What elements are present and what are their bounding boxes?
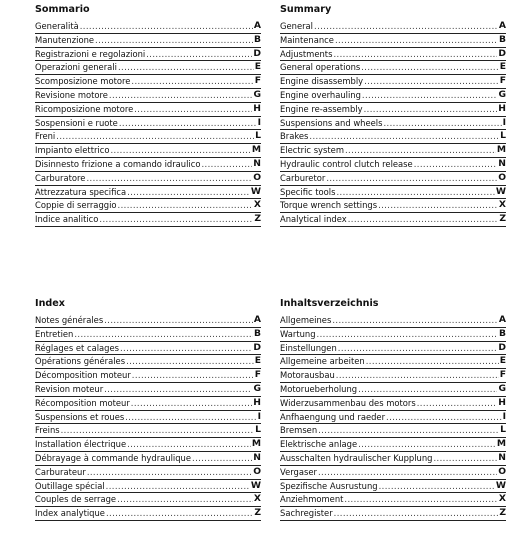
toc-entry bbox=[280, 158, 506, 172]
dot-leader bbox=[364, 103, 498, 116]
toc-entry bbox=[35, 75, 261, 89]
dot-leader bbox=[117, 493, 253, 506]
dot-leader bbox=[344, 493, 498, 506]
toc-entry bbox=[280, 397, 506, 411]
toc-section-french bbox=[35, 297, 261, 521]
dot-leader bbox=[338, 342, 498, 355]
toc-entry-code: L bbox=[255, 424, 261, 436]
toc-entry-label: Ausschalten hydraulischer Kupplung bbox=[280, 452, 433, 463]
toc-entry-label: Installation électrique bbox=[35, 439, 127, 450]
toc-entry bbox=[280, 144, 506, 158]
toc-entry-code: X bbox=[253, 199, 261, 211]
toc-entry bbox=[35, 424, 261, 438]
toc-entry bbox=[35, 130, 261, 144]
dot-leader bbox=[318, 466, 497, 479]
toc-entry bbox=[35, 61, 261, 75]
dot-leader bbox=[56, 130, 254, 143]
toc-entry-code: B bbox=[253, 327, 261, 339]
toc-entry bbox=[280, 48, 506, 62]
dot-leader bbox=[358, 438, 496, 451]
dot-leader bbox=[345, 144, 496, 157]
toc-entry-code: B bbox=[498, 327, 506, 339]
dot-leader bbox=[417, 397, 498, 410]
toc-section-italian bbox=[35, 3, 261, 227]
toc-entry-label: Suspensions and wheels bbox=[280, 117, 383, 128]
toc-entry bbox=[280, 369, 506, 383]
toc-entry-code: D bbox=[253, 341, 261, 353]
section-title: Sommario bbox=[35, 4, 90, 15]
toc-entry bbox=[280, 355, 506, 369]
toc-list bbox=[280, 20, 506, 227]
toc-entry-code: X bbox=[498, 493, 506, 505]
dot-leader bbox=[132, 369, 254, 382]
toc-entry bbox=[35, 48, 261, 62]
toc-entry-code: M bbox=[496, 438, 506, 450]
toc-entry-code: G bbox=[498, 382, 506, 394]
toc-entry bbox=[35, 480, 261, 494]
dot-leader bbox=[104, 383, 252, 396]
toc-entry-label: General operations bbox=[280, 62, 361, 73]
toc-entry-label: Outillage spécial bbox=[35, 480, 105, 491]
toc-entry bbox=[35, 383, 261, 397]
toc-entry-label: Revision moteur bbox=[35, 383, 104, 394]
toc-entry-label: Electric system bbox=[280, 145, 344, 156]
toc-entry-label: Anfhaengung und raeder bbox=[280, 411, 386, 422]
toc-entry bbox=[35, 34, 261, 48]
toc-entry-label: Décomposition moteur bbox=[35, 370, 131, 381]
toc-entry bbox=[280, 75, 506, 89]
toc-entry-code: W bbox=[250, 479, 261, 491]
toc-section-german bbox=[280, 297, 506, 521]
dot-leader bbox=[348, 213, 499, 226]
toc-entry-label: Manutenzione bbox=[35, 34, 95, 45]
toc-entry-label: Hydraulic control clutch release bbox=[280, 158, 413, 169]
toc-entry bbox=[280, 466, 506, 480]
toc-entry-label: Brakes bbox=[280, 131, 309, 142]
section-title: Inhaltsverzeichnis bbox=[280, 298, 379, 309]
toc-entry bbox=[280, 342, 506, 356]
toc-entry-code: F bbox=[499, 75, 506, 87]
toc-entry bbox=[280, 199, 506, 213]
toc-entry-label: Carburateur bbox=[35, 466, 86, 477]
toc-entry-label: General bbox=[280, 21, 314, 31]
dot-leader bbox=[109, 89, 253, 102]
toc-entry-label: Freins bbox=[35, 425, 60, 436]
dot-leader bbox=[131, 397, 253, 410]
dot-leader bbox=[126, 355, 254, 368]
toc-entry-code: E bbox=[499, 355, 506, 367]
toc-list bbox=[280, 314, 506, 521]
toc-entry-label: Coppie di serraggio bbox=[35, 200, 117, 211]
dot-leader bbox=[309, 130, 499, 143]
toc-entry-code: Z bbox=[499, 213, 506, 225]
dot-leader bbox=[125, 411, 256, 424]
toc-entry-code: E bbox=[254, 355, 261, 367]
toc-entry-label: Ricomposizione motore bbox=[35, 103, 134, 114]
toc-entry bbox=[35, 89, 261, 103]
toc-entry bbox=[35, 397, 261, 411]
toc-entry-label: Operazioni generali bbox=[35, 62, 117, 73]
toc-entry-code: E bbox=[254, 61, 261, 73]
dot-leader bbox=[106, 480, 250, 493]
toc-entry-code: H bbox=[498, 396, 506, 408]
toc-entry bbox=[35, 507, 261, 521]
toc-entry-code: I bbox=[257, 410, 261, 422]
dot-leader bbox=[358, 383, 497, 396]
toc-entry bbox=[35, 144, 261, 158]
toc-entry bbox=[35, 438, 261, 452]
toc-entry-label: Registrazioni e regolazioni bbox=[35, 48, 146, 59]
dot-leader bbox=[120, 342, 252, 355]
dot-leader bbox=[74, 328, 253, 341]
dot-leader bbox=[334, 507, 499, 520]
toc-entry bbox=[280, 411, 506, 425]
toc-entry-code: D bbox=[498, 341, 506, 353]
toc-entry-label: Engine overhauling bbox=[280, 89, 361, 100]
toc-entry bbox=[280, 61, 506, 75]
toc-entry-code: Z bbox=[254, 213, 261, 225]
toc-entry bbox=[280, 186, 506, 200]
toc-entry-code: D bbox=[498, 47, 506, 59]
toc-entry bbox=[35, 213, 261, 227]
section-title: Index bbox=[35, 298, 65, 309]
dot-leader bbox=[361, 61, 498, 74]
toc-entry bbox=[35, 452, 261, 466]
toc-entry-label: Specific tools bbox=[280, 186, 336, 197]
toc-entry-code: I bbox=[502, 410, 506, 422]
toc-entry bbox=[35, 328, 261, 342]
dot-leader bbox=[131, 75, 253, 88]
dot-leader bbox=[433, 452, 497, 465]
toc-entry-code: N bbox=[498, 451, 506, 463]
dot-leader bbox=[383, 117, 501, 130]
toc-entry-code: O bbox=[253, 465, 261, 477]
toc-entry-label: Attrezzatura specifica bbox=[35, 186, 127, 197]
dot-leader bbox=[202, 158, 253, 171]
dot-leader bbox=[106, 507, 253, 520]
dot-leader bbox=[86, 172, 252, 185]
toc-entry-code: A bbox=[498, 314, 506, 325]
section-title: Summary bbox=[280, 4, 332, 15]
dot-leader bbox=[332, 314, 498, 327]
toc-entry-label: Scomposizione motore bbox=[35, 76, 131, 87]
toc-entry-code: O bbox=[253, 171, 261, 183]
toc-entry-label: Vergaser bbox=[280, 466, 317, 477]
toc-entry-label: Engine re-assembly bbox=[280, 103, 363, 114]
dot-leader bbox=[61, 424, 255, 437]
dot-leader bbox=[314, 20, 498, 33]
toc-entry-label: Débrayage à commande hydraulique bbox=[35, 452, 192, 463]
toc-list bbox=[35, 20, 261, 227]
toc-entry-code: G bbox=[253, 382, 261, 394]
toc-entry-label: Maintenance bbox=[280, 34, 334, 45]
toc-entry-label: Adjustments bbox=[280, 48, 333, 59]
toc-entry-code: H bbox=[498, 102, 506, 114]
toc-entry-label: Torque wrench settings bbox=[280, 200, 378, 211]
toc-entry-label: Sachregister bbox=[280, 508, 333, 519]
toc-section-english bbox=[280, 3, 506, 227]
toc-entry-code: L bbox=[255, 130, 261, 142]
dot-leader bbox=[127, 438, 251, 451]
toc-entry-label: Engine disassembly bbox=[280, 76, 364, 87]
toc-entry-code: A bbox=[498, 20, 506, 31]
toc-entry bbox=[35, 172, 261, 186]
toc-entry-code: N bbox=[253, 157, 261, 169]
toc-entry bbox=[35, 369, 261, 383]
toc-entry bbox=[280, 507, 506, 521]
dot-leader bbox=[146, 48, 252, 61]
toc-entry-label: Allgemeine arbeiten bbox=[280, 356, 365, 367]
toc-entry-label: Notes générales bbox=[35, 315, 104, 325]
toc-entry-code: B bbox=[498, 33, 506, 45]
toc-entry bbox=[280, 213, 506, 227]
dot-leader bbox=[127, 186, 250, 199]
toc-entry-code: F bbox=[499, 369, 506, 381]
dot-leader bbox=[317, 328, 498, 341]
dot-leader bbox=[119, 117, 257, 130]
toc-entry-code: W bbox=[495, 185, 506, 197]
toc-entry-code: M bbox=[251, 438, 261, 450]
toc-entry-code: F bbox=[254, 75, 261, 87]
dot-leader bbox=[336, 186, 494, 199]
toc-entry-label: Motorausbau bbox=[280, 370, 335, 381]
toc-entry-label: Opérations générales bbox=[35, 356, 126, 367]
toc-entry-label: Revisione motore bbox=[35, 89, 108, 100]
toc-entry-label: Carburetor bbox=[280, 172, 326, 183]
dot-leader bbox=[118, 199, 253, 212]
toc-entry-code: A bbox=[253, 314, 261, 325]
toc-entry bbox=[35, 186, 261, 200]
dot-leader bbox=[80, 20, 253, 33]
dot-leader bbox=[364, 75, 499, 88]
toc-entry-code: A bbox=[253, 20, 261, 31]
toc-entry-label: Einstellungen bbox=[280, 342, 337, 353]
toc-entry-label: Disinnesto frizione a comando idraulico bbox=[35, 158, 201, 169]
toc-entry-code: N bbox=[253, 451, 261, 463]
dot-leader bbox=[386, 411, 502, 424]
toc-entry bbox=[35, 493, 261, 507]
toc-entry-code: W bbox=[250, 185, 261, 197]
toc-entry bbox=[35, 20, 261, 34]
toc-entry bbox=[280, 89, 506, 103]
toc-entry bbox=[280, 117, 506, 131]
toc-entry-code: X bbox=[498, 199, 506, 211]
toc-entry-label: Anziehmoment bbox=[280, 494, 344, 505]
toc-entry-code: L bbox=[500, 424, 506, 436]
toc-entry-label: Réglages et calages bbox=[35, 342, 119, 353]
toc-entry-code: H bbox=[253, 102, 261, 114]
dot-leader bbox=[414, 158, 498, 171]
toc-entry bbox=[280, 172, 506, 186]
dot-leader bbox=[378, 199, 498, 212]
toc-list bbox=[35, 314, 261, 521]
toc-entry-label: Wartung bbox=[280, 328, 316, 339]
toc-entry-code: W bbox=[495, 479, 506, 491]
toc-entry bbox=[280, 20, 506, 34]
toc-entry bbox=[35, 158, 261, 172]
toc-entry bbox=[280, 480, 506, 494]
toc-entry bbox=[280, 103, 506, 117]
toc-entry-code: G bbox=[498, 88, 506, 100]
toc-entry-label: Entretien bbox=[35, 328, 74, 339]
toc-entry bbox=[280, 314, 506, 328]
toc-entry-label: Elektrische anlage bbox=[280, 439, 358, 450]
toc-entry-label: Index analytique bbox=[35, 508, 105, 519]
toc-entry-label: Récomposition moteur bbox=[35, 397, 130, 408]
dot-leader bbox=[118, 61, 254, 74]
toc-entry bbox=[35, 411, 261, 425]
toc-entry-code: H bbox=[253, 396, 261, 408]
toc-entry-label: Analytical index bbox=[280, 214, 347, 225]
toc-entry-code: O bbox=[498, 171, 506, 183]
toc-entry-label: Allgemeines bbox=[280, 315, 332, 325]
dot-leader bbox=[362, 89, 498, 102]
toc-entry-label: Indice analitico bbox=[35, 214, 99, 225]
toc-entry bbox=[35, 199, 261, 213]
toc-entry-label: Sospensioni e ruote bbox=[35, 117, 118, 128]
dot-leader bbox=[95, 34, 253, 47]
dot-leader bbox=[87, 466, 252, 479]
toc-entry bbox=[280, 34, 506, 48]
toc-entry bbox=[280, 493, 506, 507]
toc-entry-code: Z bbox=[254, 507, 261, 519]
toc-entry-label: Freni bbox=[35, 131, 56, 142]
toc-entry bbox=[35, 117, 261, 131]
dot-leader bbox=[99, 213, 253, 226]
toc-entry-code: B bbox=[253, 33, 261, 45]
toc-entry-code: M bbox=[496, 144, 506, 156]
toc-entry-code: L bbox=[500, 130, 506, 142]
dot-leader bbox=[333, 48, 497, 61]
toc-entry-code: Z bbox=[499, 507, 506, 519]
toc-entry bbox=[280, 452, 506, 466]
toc-entry-label: Generalità bbox=[35, 21, 79, 31]
toc-entry bbox=[35, 355, 261, 369]
toc-entry bbox=[35, 314, 261, 328]
dot-leader bbox=[110, 144, 250, 157]
dot-leader bbox=[335, 34, 498, 47]
toc-entry-label: Motorueberholung bbox=[280, 383, 358, 394]
toc-entry-code: I bbox=[257, 116, 261, 128]
toc-entry bbox=[280, 438, 506, 452]
toc-entry-code: F bbox=[254, 369, 261, 381]
toc-entry bbox=[35, 103, 261, 117]
toc-entry bbox=[35, 466, 261, 480]
toc-entry-label: Couples de serrage bbox=[35, 494, 117, 505]
toc-entry bbox=[280, 130, 506, 144]
toc-entry-code: D bbox=[253, 47, 261, 59]
toc-entry bbox=[280, 328, 506, 342]
dot-leader bbox=[336, 369, 499, 382]
toc-entry-code: I bbox=[502, 116, 506, 128]
toc-entry bbox=[280, 424, 506, 438]
toc-entry bbox=[280, 383, 506, 397]
dot-leader bbox=[318, 424, 499, 437]
toc-entry bbox=[35, 342, 261, 356]
toc-entry-label: Widerzusammenbau des motors bbox=[280, 397, 416, 408]
toc-entry-code: O bbox=[498, 465, 506, 477]
toc-entry-label: Suspensions et roues bbox=[35, 411, 125, 422]
toc-entry-code: E bbox=[499, 61, 506, 73]
dot-leader bbox=[134, 103, 252, 116]
toc-entry-code: X bbox=[253, 493, 261, 505]
toc-entry-label: Spezifische Ausrustung bbox=[280, 480, 378, 491]
toc-entry-code: M bbox=[251, 144, 261, 156]
dot-leader bbox=[366, 355, 499, 368]
dot-leader bbox=[326, 172, 497, 185]
dot-leader bbox=[104, 314, 253, 327]
dot-leader bbox=[192, 452, 252, 465]
toc-entry-code: N bbox=[498, 157, 506, 169]
dot-leader bbox=[379, 480, 495, 493]
toc-entry-code: G bbox=[253, 88, 261, 100]
toc-entry-label: Impianto elettrico bbox=[35, 145, 110, 156]
toc-entry-label: Carburatore bbox=[35, 172, 86, 183]
toc-entry-label: Bremsen bbox=[280, 425, 318, 436]
